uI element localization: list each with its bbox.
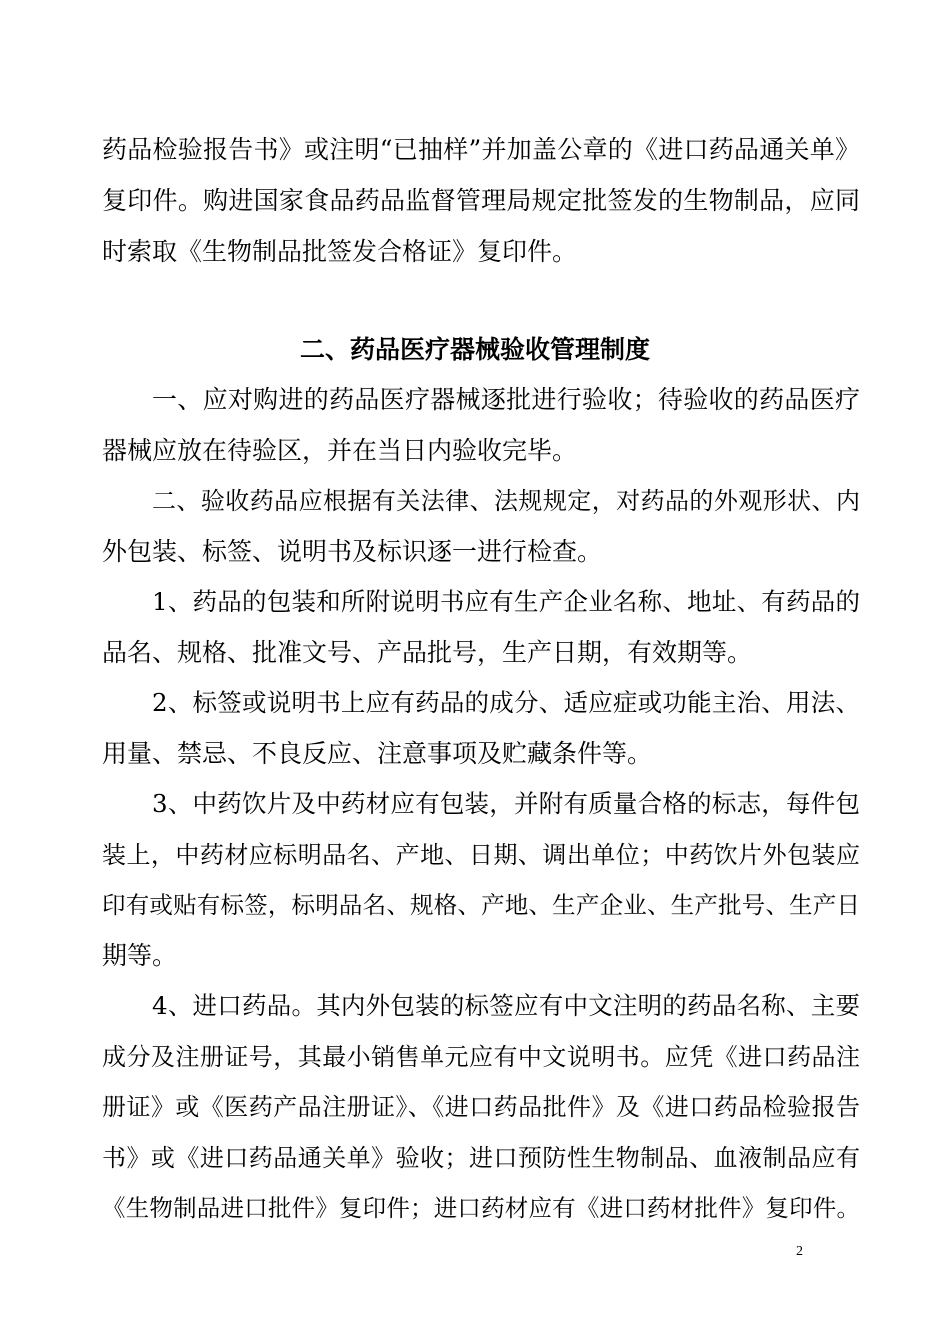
paragraph-6-line-5: 《生物制品进口批件》复印件；进口药材应有《进口药材批件》复印件。	[102, 1194, 860, 1222]
paragraph-3-line-1: 1、药品的包装和所附说明书应有生产企业名称、地址、有药品的	[152, 587, 860, 616]
paragraph-1-line-2: 器械应放在待验区，并在当日内验收完毕。	[102, 436, 578, 465]
paragraph-3-line-2: 品名、规格、批准文号、产品批号，生产日期，有效期等。	[102, 638, 753, 667]
section-heading: 二、药品医疗器械验收管理制度	[299, 335, 650, 364]
paragraph-6-line-2: 成分及注册证号，其最小销售单元应有中文说明书。应凭《进口药品注	[102, 1043, 860, 1071]
page-number: 2	[796, 1244, 803, 1259]
paragraph-2-line-1: 二、验收药品应根据有关法律、法规规定，对药品的外观形状、内	[152, 487, 860, 515]
intro-line-2: 复印件。购进国家食品药品监督管理局规定批签发的生物制品，应同	[102, 186, 860, 215]
paragraph-6-line-3: 册证》或《医药产品注册证》、《进口药品批件》及《进口药品检验报告	[102, 1093, 860, 1121]
paragraph-1-line-1: 一、应对购进的药品医疗器械逐批进行验收；待验收的药品医疗	[152, 385, 860, 414]
paragraph-5-line-1: 3、中药饮片及中药材应有包装，并附有质量合格的标志，每件包	[152, 789, 860, 818]
paragraph-5-line-4: 期等。	[102, 941, 178, 970]
intro-line-1: 药品检验报告书》或注明“已抽样”并加盖公章的《进口药品通关单》	[102, 135, 860, 164]
paragraph-5-line-2: 装上，中药材应标明品名、产地、日期、调出单位；中药饮片外包装应	[102, 841, 860, 869]
paragraph-2-line-2: 外包装、标签、说明书及标识逐一进行检查。	[102, 537, 603, 566]
intro-line-3: 时索取《生物制品批签发合格证》复印件。	[102, 237, 578, 266]
paragraph-4-line-2: 用量、禁忌、不良反应、注意事项及贮藏条件等。	[102, 739, 653, 768]
paragraph-5-line-3: 印有或贴有标签，标明品名、规格、产地、生产企业、生产批号、生产日	[102, 891, 860, 919]
paragraph-6-line-1: 4、进口药品。其内外包装的标签应有中文注明的药品名称、主要	[152, 991, 860, 1020]
paragraph-4-line-1: 2、标签或说明书上应有药品的成分、适应症或功能主治、用法、	[152, 688, 860, 717]
paragraph-6-line-4: 书》或《进口药品通关单》验收；进口预防性生物制品、血液制品应有	[102, 1144, 860, 1172]
